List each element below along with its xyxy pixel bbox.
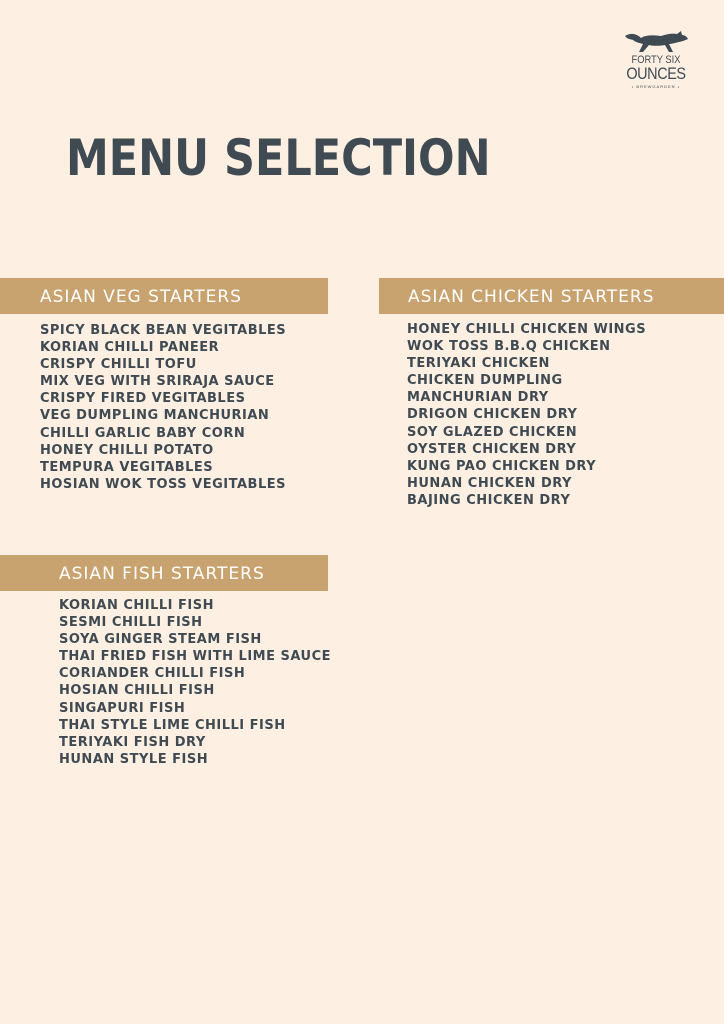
list-item: KORIAN CHILLI FISH [59, 598, 215, 613]
brand-line-2: OUNCES [626, 64, 686, 83]
list-item: BAJING CHICKEN DRY [407, 492, 571, 508]
brand-logo [620, 30, 692, 98]
list-item: KUNG PAO CHICKEN DRY [407, 458, 597, 474]
list-item: CORIANDER CHILLI FISH [59, 666, 246, 682]
list-item: KORIAN CHILLI PANEER [40, 340, 220, 356]
list-item: THAI STYLE LIME CHILLI FISH [59, 717, 286, 733]
list-item: HOSIAN CHILLI FISH [59, 683, 215, 699]
list-item: VEG DUMPLING MANCHURIAN [40, 408, 270, 424]
list-item: CHILLI GARLIC BABY CORN [40, 425, 246, 441]
veg-section-header [0, 278, 328, 314]
list-item: HOSIAN WOK TOSS VEGITABLES [40, 476, 286, 492]
list-item: TERIYAKI CHICKEN [407, 356, 550, 372]
brand-tagline: • BREWGARDEN • [631, 84, 681, 89]
list-item: THAI FRIED FISH WITH LIME SAUCE [59, 649, 331, 665]
list-item: WOK TOSS B.B.Q CHICKEN [407, 339, 611, 355]
page-title: MENU SELECTION [66, 129, 491, 187]
fish-section-heading: ASIAN FISH STARTERS [59, 564, 265, 584]
list-item: HONEY CHILLI POTATO [40, 442, 214, 458]
chicken-section-header [379, 278, 724, 314]
brand-line-1: FORTY SIX [631, 54, 681, 66]
list-item: SOY GLAZED CHICKEN [407, 424, 578, 440]
list-item: SESMI CHILLI FISH [59, 615, 203, 631]
list-item: TEMPURA VEGITABLES [40, 459, 214, 475]
list-item: CRISPY CHILLI TOFU [40, 357, 197, 373]
list-item: CRISPY FIRED VEGITABLES [40, 391, 246, 407]
fish-section-header [0, 555, 328, 591]
list-item: OYSTER CHICKEN DRY [407, 441, 577, 457]
veg-items-list [40, 322, 286, 493]
list-item: HUNAN CHICKEN DRY [407, 475, 572, 491]
list-item: SPICY BLACK BEAN VEGITABLES [40, 323, 287, 338]
list-item: SOYA GINGER STEAM FISH [59, 632, 262, 648]
veg-section-heading: ASIAN VEG STARTERS [40, 287, 242, 307]
fox-icon [623, 30, 689, 54]
list-item: HONEY CHILLI CHICKEN WINGS [407, 322, 647, 337]
list-item: DRIGON CHICKEN DRY [407, 407, 578, 423]
list-item: TERIYAKI FISH DRY [59, 734, 206, 750]
list-item: MIX VEG WITH SRIRAJA SAUCE [40, 374, 275, 390]
list-item: HUNAN STYLE FISH [59, 751, 209, 767]
fish-items-list [59, 597, 331, 768]
list-item: MANCHURIAN DRY [407, 390, 549, 406]
list-item: SINGAPURI FISH [59, 700, 186, 716]
list-item: CHICKEN DUMPLING [407, 373, 563, 389]
chicken-items-list [407, 321, 646, 509]
chicken-section-heading: ASIAN CHICKEN STARTERS [408, 287, 655, 307]
